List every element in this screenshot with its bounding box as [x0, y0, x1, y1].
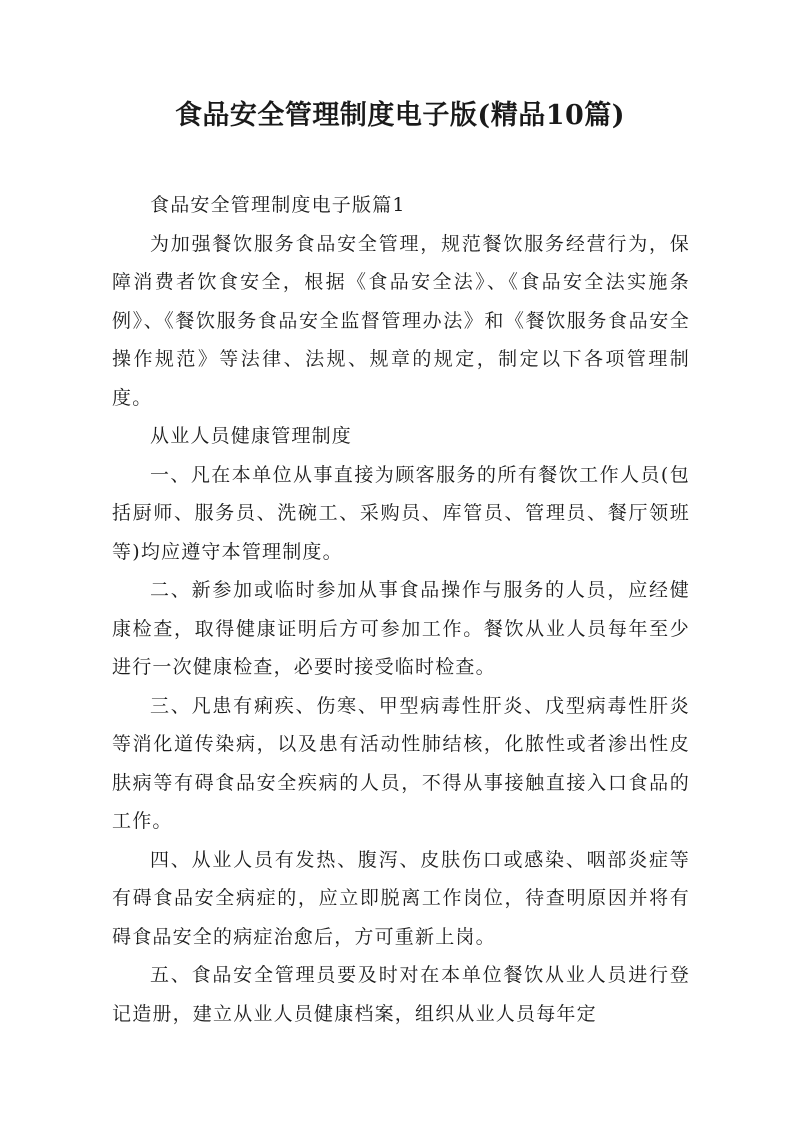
section-heading: 食品安全管理制度电子版篇1	[150, 194, 406, 216]
subsection-heading: 从业人员健康管理制度	[150, 425, 353, 447]
clause-5: 五、食品安全管理员要及时对在本单位餐饮从业人员进行登记造册，建立从业人员健康档案，组织从业人员每年定	[112, 964, 690, 1025]
document-title: 食品安全管理制度电子版(精品10篇)	[174, 100, 626, 131]
document-body	[112, 186, 690, 1033]
clause-2: 二、新参加或临时参加从事食品操作与服务的人员，应经健康检查，取得健康证明后方可参加工作。餐饮从业人员每年至少进行一次健康检查，必要时接受临时检查。	[112, 579, 690, 678]
clause-1: 一、凡在本单位从事直接为顾客服务的所有餐饮工作人员(包括厨师、服务员、洗碗工、采购员、库管员、管理员、餐厅领班等)均应遵守本管理制度。	[112, 463, 690, 563]
intro-paragraph: 为加强餐饮服务食品安全管理，规范餐饮服务经营行为，保障消费者饮食安全，根据《食品安全法》、《食品安全法实施条例》、《餐饮服务食品安全监督管理办法》和《餐饮服务食品安全操作规范》等法律、法规、规章的规定，制定以下各项管理制度。	[112, 232, 690, 409]
clause-3: 三、凡患有痢疾、伤寒、甲型病毒性肝炎、戊型病毒性肝炎等消化道传染病，以及患有活动性肺结核，化脓性或者渗出性皮肤病等有碍食品安全疾病的人员，不得从事接触直接入口食品的工作。	[112, 694, 690, 832]
clause-4: 四、从业人员有发热、腹泻、皮肤伤口或感染、咽部炎症等有碍食品安全病症的，应立即脱离工作岗位，待查明原因并将有碍食品安全的病症治愈后，方可重新上岗。	[112, 848, 690, 948]
